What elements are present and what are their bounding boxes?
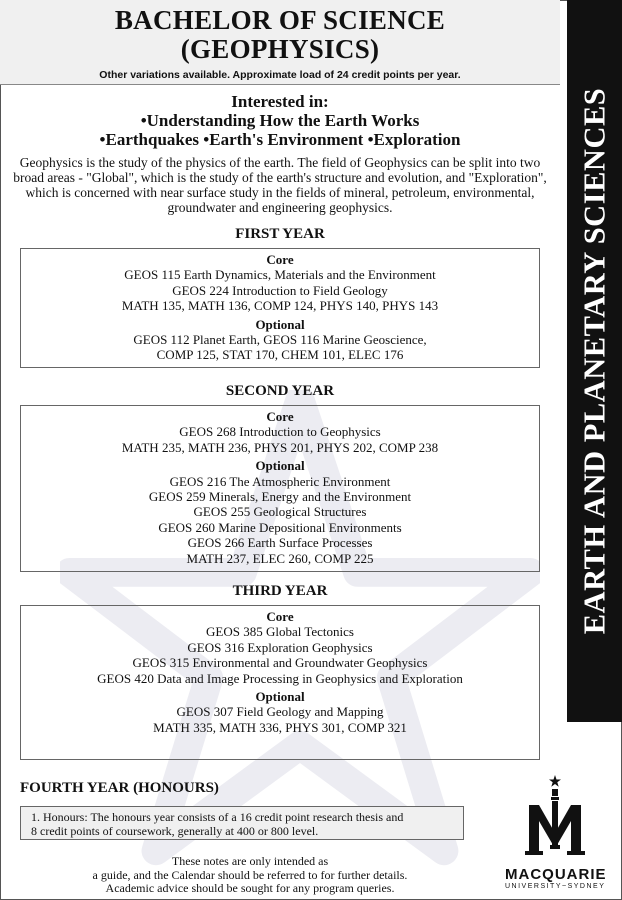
second-year-title: SECOND YEAR (225, 383, 335, 399)
course-line: GEOS 420 Data and Image Processing in Geophysics and Exploration (97, 670, 463, 686)
department-name: EARTH AND PLANETARY SCIENCES (577, 87, 611, 635)
honours-line: 1. Honours: The honours year consists of a 16 credit point research thesis and (31, 810, 404, 824)
honours-line: 8 credit points of coursework, generally at 400 or 800 level. (31, 824, 319, 838)
course-line: MATH 235, MATH 236, PHYS 201, PHYS 202, COMP 238 (121, 439, 439, 455)
university-location: UNIVERSITY~SYDNEY (505, 883, 606, 890)
interests-heading: Interested in: (231, 92, 329, 111)
first-year-box (20, 248, 540, 368)
course-line: GEOS 260 Marine Depositional Environments (158, 519, 402, 535)
university-name: MACQUARIE (505, 866, 607, 883)
course-line: MATH 135, MATH 136, COMP 124, PHYS 140, PHYS 143 (121, 298, 439, 314)
core-label: Core (266, 252, 294, 267)
program-header (0, 0, 560, 85)
course-line: GEOS 385 Global Tectonics (206, 624, 354, 640)
course-line: GEOS 266 Earth Surface Processes (187, 535, 373, 551)
course-line: COMP 125, STAT 170, CHEM 101, ELEC 176 (156, 347, 404, 363)
course-line: MATH 237, ELEC 260, COMP 225 (186, 550, 374, 566)
core-label: Core (266, 609, 294, 624)
course-line: GEOS 259 Minerals, Energy and the Environment (148, 489, 412, 505)
first-year-title: FIRST YEAR (235, 226, 325, 242)
course-line: GEOS 316 Exploration Geophysics (187, 639, 373, 655)
third-year-title: THIRD YEAR (232, 583, 328, 599)
course-line: GEOS 224 Introduction to Field Geology (172, 282, 388, 298)
intro-paragraph: Geophysics is the study of the physics of the earth. The field of Geophysics can be split into two broad areas - "Global", which is the study of the earth's structure and evolution, and "Exploration", which is concerned with near surface study in the fields of mineral, petroleum, environmental, groundwater and engineering geophysics. (13, 155, 547, 215)
course-line: GEOS 307 Field Geology and Mapping (176, 704, 384, 720)
optional-label: Optional (255, 458, 305, 474)
fourth-year-title: FOURTH YEAR (HONOURS) (20, 780, 219, 796)
course-line: GEOS 255 Geological Structures (193, 504, 367, 520)
honours-box (20, 806, 464, 840)
department-band (567, 0, 622, 722)
course-line: GEOS 216 The Atmospheric Environment (169, 473, 391, 489)
core-label: Core (266, 409, 294, 424)
guidance-notes: These notes are only intended as a guide, and the Calendar should be referred to for further details. Academic advice should be sought for any program queries. (92, 854, 408, 895)
course-line: GEOS 268 Introduction to Geophysics (179, 424, 381, 440)
second-year-box (20, 405, 540, 572)
course-line: MATH 335, MATH 336, PHYS 301, COMP 321 (153, 719, 407, 735)
course-line: GEOS 112 Planet Earth, GEOS 116 Marine Geoscience, (133, 332, 427, 348)
third-year-box (20, 605, 540, 760)
optional-label: Optional (255, 689, 305, 705)
interest-line: •Earthquakes •Earth's Environment •Exploration (99, 130, 461, 149)
program-title: BACHELOR OF SCIENCE (GEOPHYSICS) (114, 5, 446, 64)
macquarie-crest-icon (525, 775, 585, 859)
university-logo (505, 775, 605, 893)
course-line: GEOS 315 Environmental and Groundwater Geophysics (132, 655, 428, 671)
optional-label: Optional (255, 316, 305, 332)
intro-section (0, 92, 560, 215)
course-line: GEOS 115 Earth Dynamics, Materials and the Environment (124, 267, 436, 283)
load-note: Other variations available. Approximate load of 24 credit points per year. (99, 69, 461, 81)
interest-line: •Understanding How the Earth Works (140, 111, 420, 130)
